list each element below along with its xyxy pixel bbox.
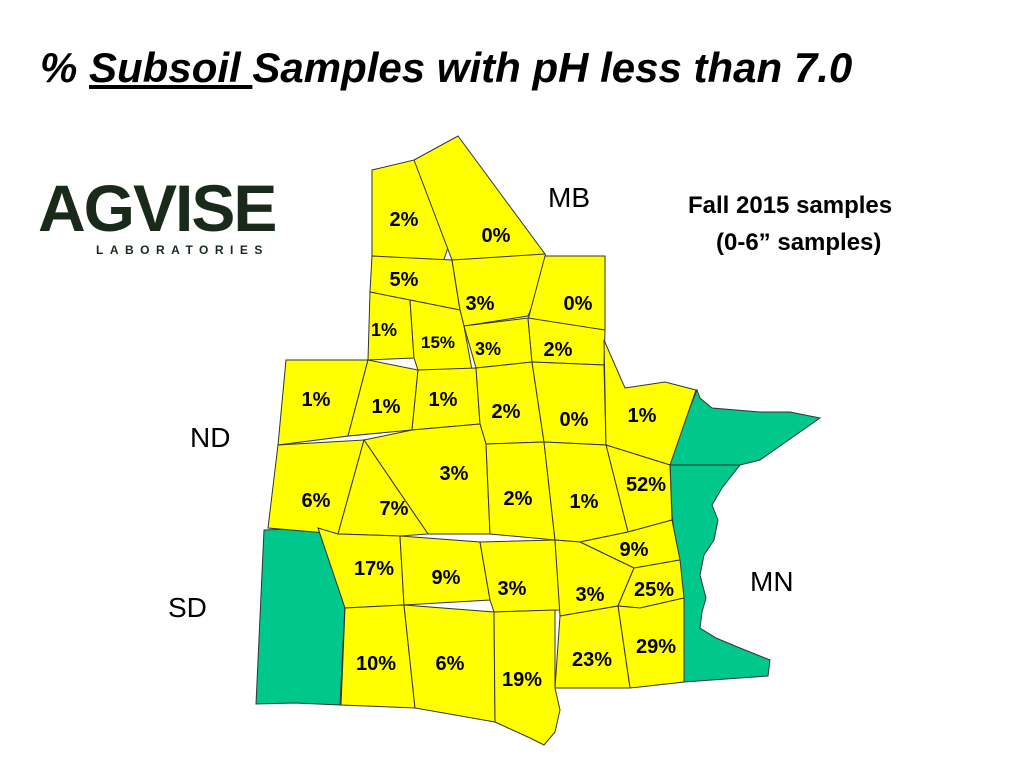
region-value-label: 23% [571,649,613,671]
region-value-label: 3% [474,339,502,359]
sample-depth-note: (0-6” samples) [716,229,882,256]
sample-date-note: Fall 2015 samples [688,192,893,219]
region-value-label: 10% [355,653,397,675]
region-value-label: 5% [389,269,419,291]
region-value-label: 2% [503,488,533,510]
region-value-label: 1% [371,396,401,418]
logo-subtitle: LABORATORIES [96,243,269,257]
region-value-label: 3% [439,463,469,485]
region-value-label: 2% [389,209,419,231]
region-value-label: 1% [301,389,331,411]
region-polygon [555,606,630,688]
region-value-label: 0% [563,293,593,315]
region-value-label: 6% [301,490,331,512]
region-value-label: 3% [465,293,495,315]
neighbor-area-mn-south [670,465,770,682]
state-label-mb: MB [548,182,590,213]
state-label-mn: MN [750,566,794,597]
state-label-nd: ND [190,422,231,453]
region-value-label: 19% [501,669,543,691]
region-value-label: 1% [370,320,398,340]
region-value-label: 52% [625,474,667,496]
state-label-sd: SD [168,592,207,623]
region-value-label: 1% [569,491,599,513]
title-rest: Samples with pH less than 7.0 [252,44,853,91]
region-value-label: 9% [619,539,649,561]
region-value-label: 3% [497,578,527,600]
region-value-label: 1% [428,389,458,411]
region-polygon [532,362,606,445]
region-value-label: 17% [353,558,395,580]
region-polygon [480,540,560,612]
region-value-label: 29% [635,636,677,658]
region-value-label: 9% [431,567,461,589]
title-prefix: % [40,44,90,91]
title-underlined-word: Subsoil [89,44,253,91]
logo-wordmark: AGVISE [38,171,276,245]
region-value-label: 2% [543,339,573,361]
region-value-label: 6% [435,653,465,675]
region-value-label: 0% [481,225,511,247]
region-value-label: 7% [379,498,409,520]
region-value-label: 3% [575,584,605,606]
region-value-label: 0% [559,409,589,431]
region-value-label: 25% [633,579,675,601]
region-value-label: 15% [420,333,456,352]
region-value-label: 1% [627,405,657,427]
region-value-label: 2% [491,401,521,423]
